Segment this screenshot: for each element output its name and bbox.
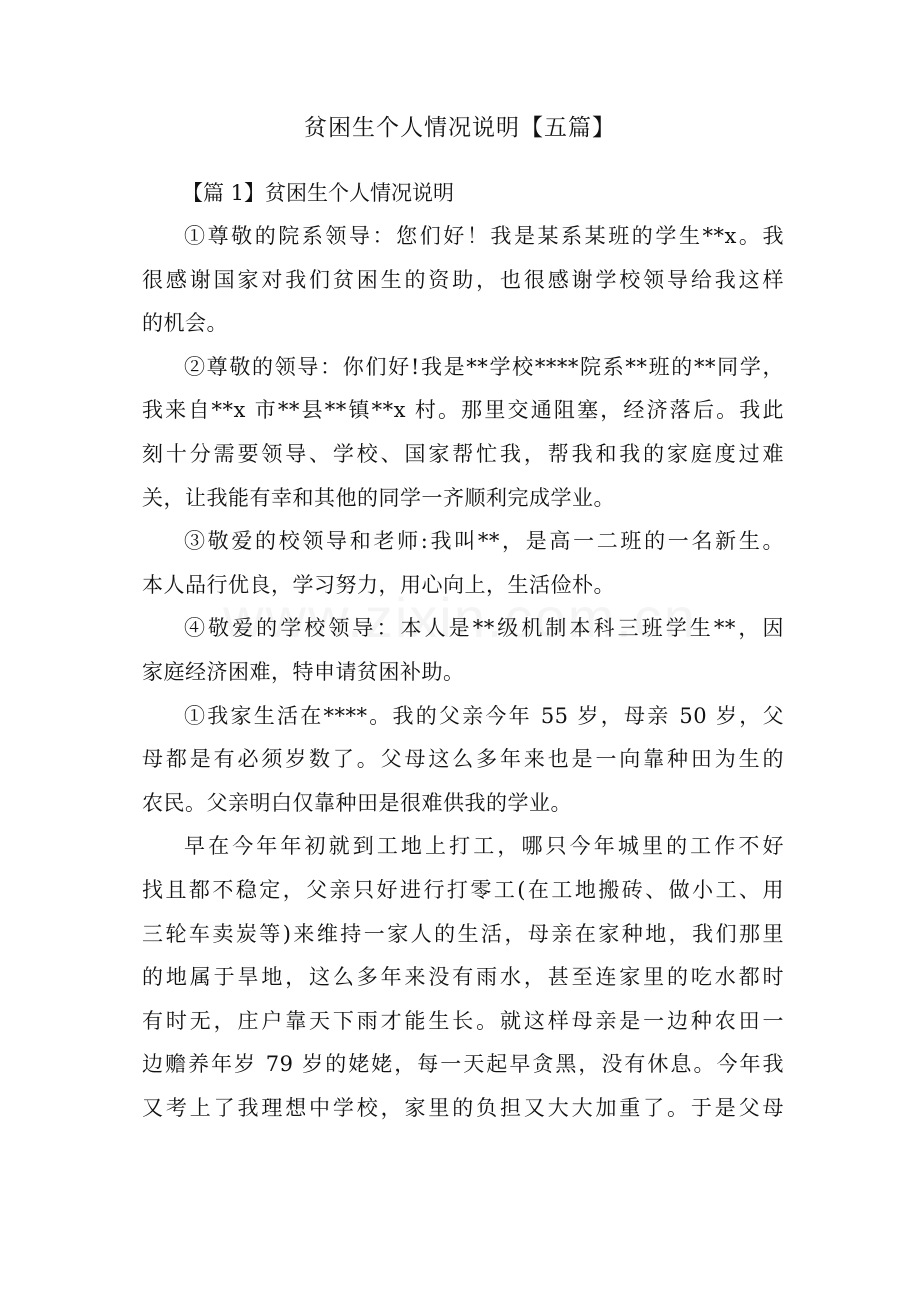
text-line: 三轮车卖炭等)来维持一家人的生活，母亲在家种地，我们那里	[142, 921, 784, 946]
text-line: 家庭经济困难，特申请贫困补助。	[142, 659, 465, 684]
paragraph-2	[142, 346, 784, 520]
paragraph-3	[142, 520, 784, 607]
text-line: 农民。父亲明白仅靠种田是很难供我的学业。	[142, 790, 572, 815]
paragraph-5	[142, 695, 784, 826]
text-line: 关，让我能有幸和其他的同学一齐顺利完成学业。	[142, 485, 615, 510]
text-line: 边赡养年岁 79 岁的姥姥，每一天起早贪黑，没有休息。今年我	[142, 1052, 784, 1077]
text-line: ②尊敬的领导：你们好!我是**学校****院系**班的**同学，	[184, 354, 784, 379]
paragraph-1	[142, 215, 784, 346]
text-line: 我来自**x 市**县**镇**x 村。那里交通阻塞，经济落后。我此	[142, 398, 784, 423]
text-line: 找且都不稳定，父亲只好进行打零工(在工地搬砖、做小工、用	[142, 877, 784, 902]
section-heading: 【篇 1】贫困生个人情况说明	[182, 181, 455, 205]
text-line: 很感谢国家对我们贫困生的资助，也很感谢学校领导给我这样	[142, 267, 784, 292]
text-line: 的地属于旱地，这么多年来没有雨水，甚至连家里的吃水都时	[142, 965, 784, 990]
text-line: 刻十分需要领导、学校、国家帮忙我，帮我和我的家庭度过难	[142, 441, 784, 466]
paragraph-4	[142, 607, 784, 694]
document-title: 贫困生个人情况说明【五篇】	[304, 115, 616, 141]
text-line: ③敬爱的校领导和老师:我叫**，是高一二班的一名新生。	[184, 529, 784, 554]
text-line: 早在今年年初就到工地上打工，哪只今年城里的工作不好	[184, 834, 784, 859]
text-line: 的机会。	[142, 311, 228, 336]
text-line: ①尊敬的院系领导：您们好！我是某系某班的学生**x。我	[184, 224, 784, 248]
paragraph-6	[142, 825, 784, 1130]
document-body	[142, 172, 784, 1130]
text-line: 又考上了我理想中学校，家里的负担又大大加重了。于是父母	[142, 1095, 784, 1120]
text-line: ①我家生活在****。我的父亲今年 55 岁，母亲 50 岁，父	[184, 703, 784, 728]
text-line: 本人品行优良，学习努力，用心向上，生活俭朴。	[142, 572, 615, 597]
text-line: 有时无，庄户靠天下雨才能生长。就这样母亲是一边种农田一	[142, 1008, 784, 1033]
text-line: ④敬爱的学校领导：本人是**级机制本科三班学生**，因	[184, 616, 784, 641]
text-line: 母都是有必须岁数了。父母这么多年来也是一向靠种田为生的	[142, 747, 784, 772]
